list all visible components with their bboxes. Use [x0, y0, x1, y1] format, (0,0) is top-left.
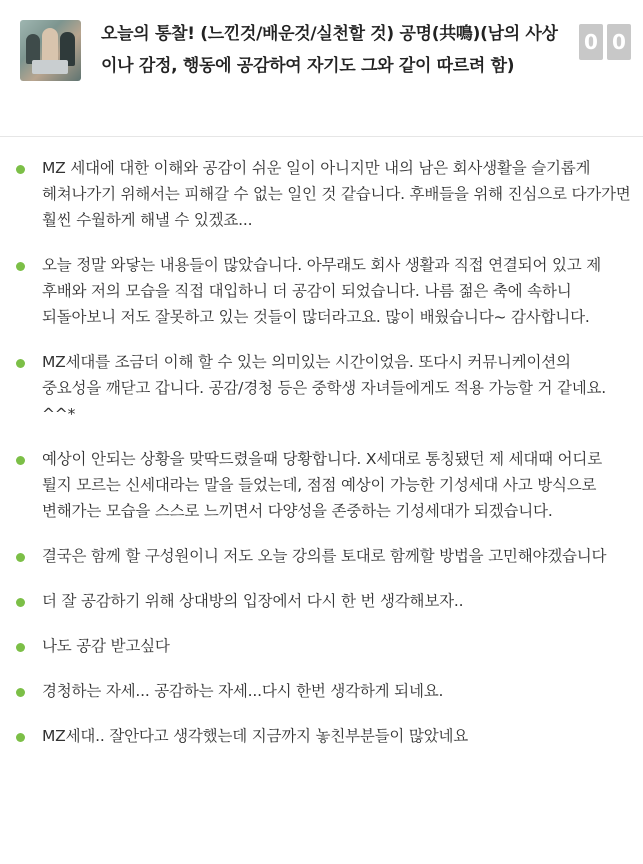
bullet-dot-icon	[16, 165, 25, 174]
comment-text: 더 잘 공감하기 위해 상대방의 입장에서 다시 한 번 생각해보자..	[42, 592, 464, 610]
counter-digit: 0	[607, 24, 631, 60]
comment-item	[0, 678, 643, 704]
comment-item	[0, 588, 643, 614]
post-header	[0, 0, 643, 137]
bullet-dot-icon	[16, 359, 25, 368]
post-thumbnail	[20, 20, 81, 81]
bullet-dot-icon	[16, 643, 25, 652]
comment-counter	[579, 24, 631, 60]
comment-text: MZ세대.. 잘안다고 생각했는데 지금까지 놓친부분들이 많았네요	[42, 727, 469, 745]
comment-text: 오늘 정말 와닿는 내용들이 많았습니다. 아무래도 회사 생활과 직접 연결되어 있고 제 후배와 저의 모습을 직접 대입하니 더 공감이 되었습니다. 나름 젊은 축에 속하니 되돌아보니 저도 잘못하고 있는 것들이 많더라고요. 많이 배웠습니다~ 감사합니다.	[42, 256, 602, 326]
comment-item	[0, 543, 643, 569]
comment-text: MZ 세대에 대한 이해와 공감이 쉬운 일이 아니지만 내의 남은 회사생활을 슬기롭게 헤쳐나가기 위해서는 피해갈 수 없는 일인 것 같습니다. 후배들을 위해 진심으로 다가가면 훨씬 수월하게 해낼 수 있겠죠...	[42, 159, 631, 229]
comment-text: 결국은 함께 할 구성원이니 저도 오늘 강의를 토대로 함께할 방법을 고민해야겠습니다	[42, 547, 607, 565]
counter-digit: 0	[579, 24, 603, 60]
comment-text: 나도 공감 받고싶다	[42, 637, 170, 655]
comment-list	[0, 137, 643, 749]
comment-item	[0, 446, 643, 524]
comment-item	[0, 633, 643, 659]
comment-text: 경청하는 자세... 공감하는 자세...다시 한번 생각하게 되네요.	[42, 682, 444, 700]
comment-text: MZ세대를 조금더 이해 할 수 있는 의미있는 시간이었음. 또다시 커뮤니케이션의 중요성을 깨닫고 갑니다. 공감/경청 등은 중학생 자녀들에게도 적용 가능할 거 같네요. ^^*	[42, 353, 607, 423]
bullet-dot-icon	[16, 598, 25, 607]
bullet-dot-icon	[16, 262, 25, 271]
bullet-dot-icon	[16, 553, 25, 562]
comment-item	[0, 723, 643, 749]
post-title: 오늘의 통찰! (느낀것/배운것/실천할 것) 공명(共鳴)(남의 사상이나 감정, 행동에 공감하여 자기도 그와 같이 따르려 함)	[101, 24, 558, 76]
comment-item	[0, 349, 643, 427]
bullet-dot-icon	[16, 456, 25, 465]
bullet-dot-icon	[16, 688, 25, 697]
bullet-dot-icon	[16, 733, 25, 742]
comment-text: 예상이 안되는 상황을 맞딱드렸을때 당황합니다. X세대로 통칭됐던 제 세대때 어디로 튈지 모르는 신세대라는 말을 들었는데, 점점 예상이 가능한 기성세대 사고 방식으로 변해가는 모습을 스스로 느끼면서 다양성을 존중하는 기성세대가 되겠습니다.	[42, 450, 602, 520]
comment-item	[0, 252, 643, 330]
comment-item	[0, 155, 643, 233]
